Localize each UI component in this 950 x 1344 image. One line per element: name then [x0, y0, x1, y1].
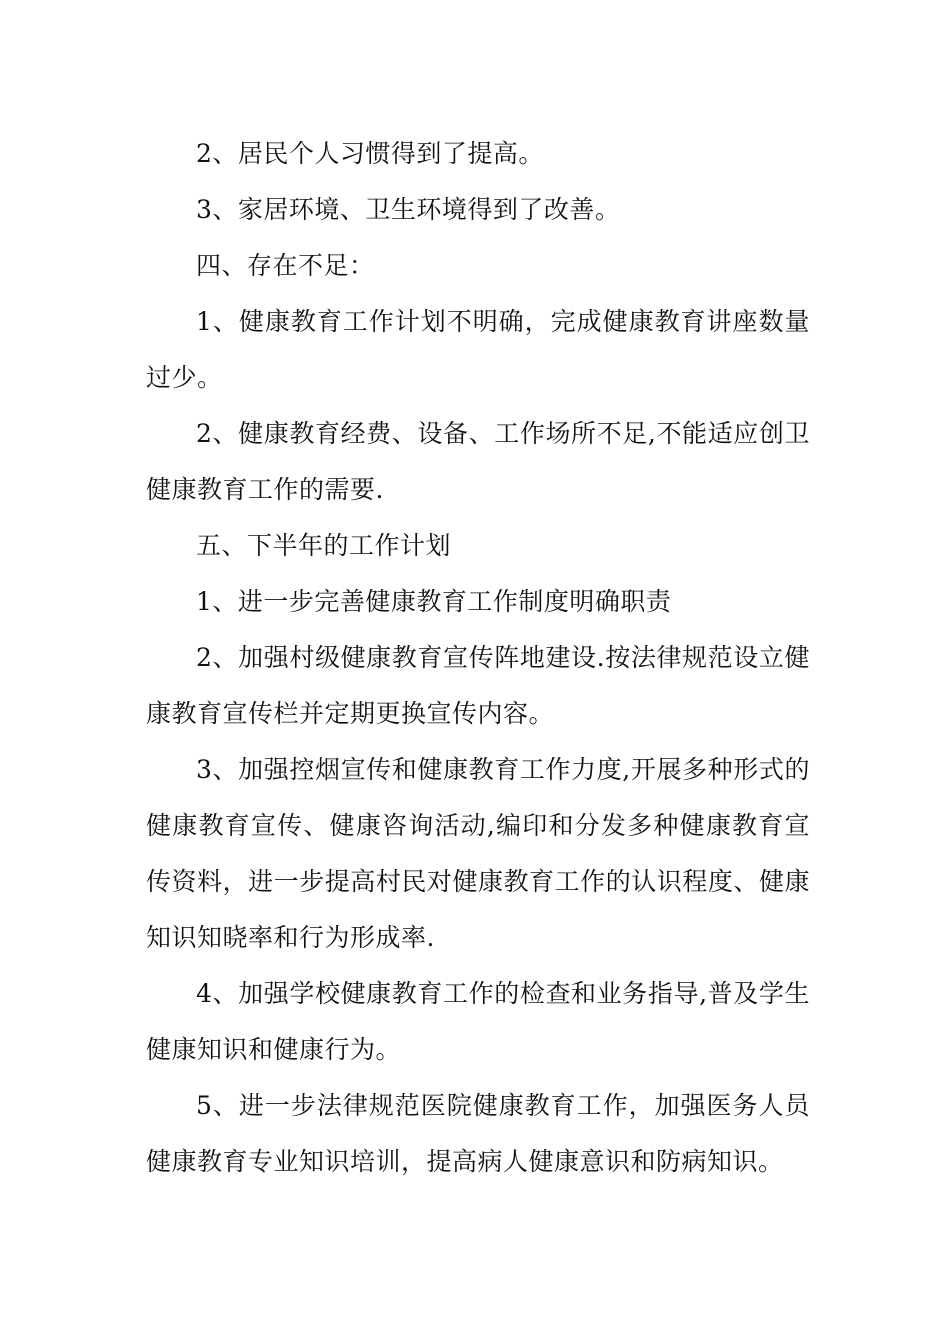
document-body	[146, 126, 810, 1190]
section-heading-shortcomings: 四、存在不足：	[196, 251, 375, 280]
section-heading-work-plan: 五、下半年的工作计划	[196, 531, 452, 560]
paragraph-plan-2: 2、加强村级健康教育宣传阵地建设.按法律规范设立健康教育宣传栏并定期更换宣传内容。	[146, 643, 810, 728]
paragraph-shortcoming-2: 2、健康教育经费、设备、工作场所不足,不能适应创卫健康教育工作的需要.	[146, 419, 810, 504]
paragraph-result-2: 2、居民个人习惯得到了提高。	[196, 139, 544, 168]
paragraph-plan-4: 4、加强学校健康教育工作的检查和业务指导,普及学生健康知识和健康行为。	[146, 979, 810, 1064]
paragraph-shortcoming-1: 1、健康教育工作计划不明确，完成健康教育讲座数量过少。	[146, 307, 810, 392]
paragraph-plan-5: 5、进一步法律规范医院健康教育工作，加强医务人员健康教育专业知识培训，提高病人健康意识和防病知识。	[146, 1091, 810, 1176]
paragraph-plan-1: 1、进一步完善健康教育工作制度明确职责	[196, 587, 672, 616]
paragraph-plan-3: 3、加强控烟宣传和健康教育工作力度,开展多种形式的健康教育宣传、健康咨询活动,编印和分发多种健康教育宣传资料，进一步提高村民对健康教育工作的认识程度、健康知识知晓率和行为形成率.	[146, 755, 810, 952]
paragraph-result-3: 3、家居环境、卫生环境得到了改善。	[196, 195, 621, 224]
